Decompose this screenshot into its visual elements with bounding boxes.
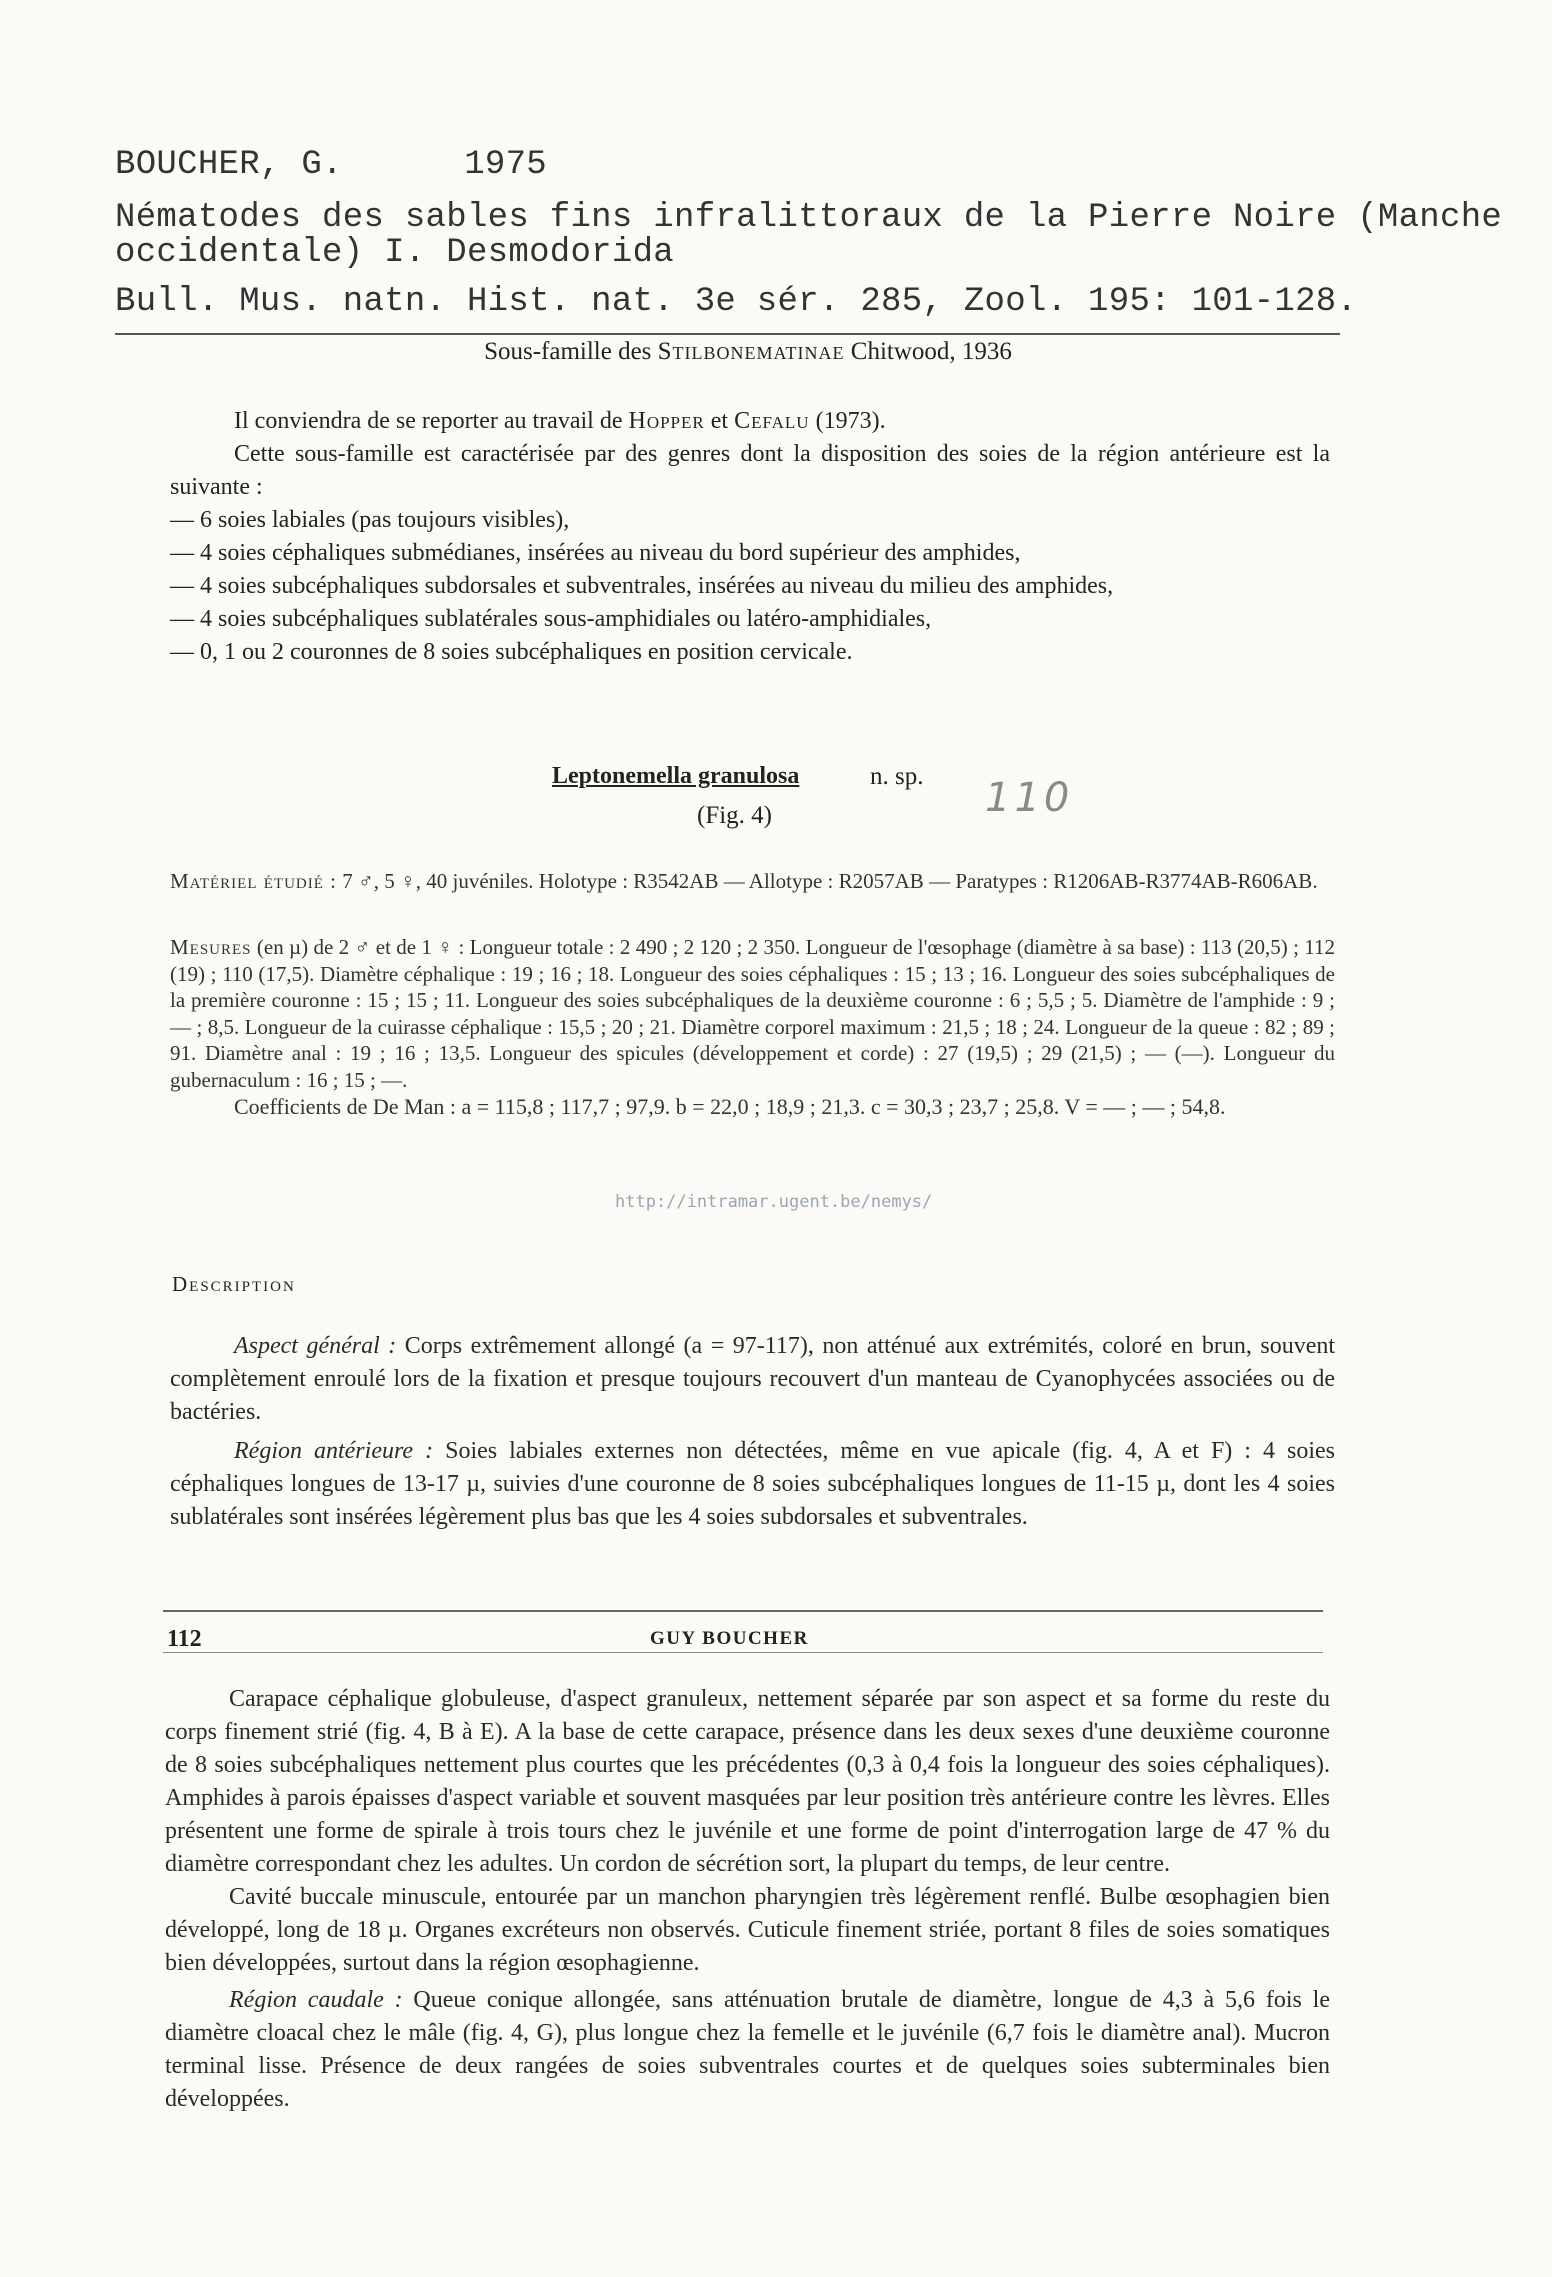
setae-item: — 4 soies subcéphaliques sublatérales sous-amphidiales ou latéro-amphidiales, <box>170 606 932 632</box>
page-divider <box>163 1610 1323 1612</box>
carapace-paragraph: Carapace céphalique globuleuse, d'aspect granuleux, nettement séparée par son aspect et sa forme du reste du corps finement strié (fig. 4, B à E). A la base de cette carapace, présence dans les deux sexes d'une deuxième couronne de 8 soies subcéphaliques nettement plus courtes que les précédentes (0,3 à 0,4 fois la longueur des soies céphaliques). Amphides à parois épaisses d'aspect variable et souvent masquées par leur position très antérieure contre les lèvres. Elles présentent une forme de spirale à trois tours chez le juvénile et une forme de point d'interrogation large de 47 % du diamètre correspondant chez les adultes. Un cordon de sécrétion sort, la plupart du temps, de leur centre. <box>165 1686 1330 1877</box>
reference-author: BOUCHER, G. <box>115 146 343 184</box>
reference-year: 1975 <box>464 146 548 184</box>
reference-journal: Bull. Mus. natn. Hist. nat. 3e sér. 285, Zool. 195: 101-128. <box>115 283 1358 321</box>
subfamily-authority: Chitwood, 1936 <box>850 338 1012 365</box>
watermark-url: http://intramar.ugent.be/nemys/ <box>615 1192 933 1212</box>
region-anterieure-paragraph: Région antérieure : Soies labiales externes non détectées, même en vue apicale (fig. 4, A et F) : 4 soies céphaliques longues de 13-17 µ, suivies d'une couronne de 8 soies subcéphaliques longues de 11-15 µ, dont les 4 soies sublatérales sont insérées légèrement plus bas que les 4 soies subdorsales et subventrales. <box>170 1438 1335 1530</box>
subfamily-heading <box>468 338 1028 366</box>
cavite-paragraph: Cavité buccale minuscule, entourée par un manchon pharyngien très légèrement renflé. Bulbe œsophagien bien développé, long de 18 µ. Organes excréteurs non observés. Cuticule finement striée, portant 8 files de soies somatiques bien développées, surtout dans la région œsophagienne. <box>165 1884 1330 1976</box>
region-caudale-paragraph: Région caudale : Queue conique allongée, sans atténuation brutale de diamètre, longue de 4,3 à 5,6 fois le diamètre cloacal chez le mâle (fig. 4, G), plus longue chez la femelle et le juvénile (6,7 fois le diamètre anal). Mucron terminal lisse. Présence de deux rangées de soies subventrales courtes et de quelques soies subterminales bien développées. <box>165 1987 1330 2112</box>
handwritten-number: 110 <box>985 775 1074 821</box>
species-name: Leptonemella granulosa <box>552 763 800 789</box>
materiel-label: Matériel étudié : <box>170 869 337 893</box>
reference-title-line2: occidentale) I. Desmodorida <box>115 234 674 272</box>
species-nsp: n. sp. <box>870 763 924 790</box>
description-heading: Description <box>172 1272 296 1296</box>
intro-line1: Il conviendra de se reporter au travail de Hopper et Cefalu (1973). <box>234 408 886 434</box>
author-hopper: Hopper <box>628 408 705 434</box>
description-section <box>170 1330 1335 1534</box>
reference-author-year <box>115 145 547 185</box>
page-number: 112 <box>167 1626 202 1652</box>
running-head-rule <box>163 1652 1323 1653</box>
aspect-paragraph: Aspect général : Corps extrêmement allongé (a = 97-117), non atténué aux extrémités, coloré en brun, souvent complètement enroulé lors de la fixation et presque toujours recouvert d'un manteau de Cyanophycées associées ou de bactéries. <box>170 1333 1336 1425</box>
materiel-text: 7 ♂, 5 ♀, 40 juvéniles. Holotype : R3542AB — Allotype : R2057AB — Paratypes : R1206AB-R3774AB-R606AB. <box>342 869 1318 893</box>
intro-para2: Cette sous-famille est caractérisée par des genres dont la disposition des soies de la région antérieure est la suivante : <box>170 441 1330 500</box>
subfamily-prefix: Sous-famille des <box>484 338 652 365</box>
subfamily-name: Stilbonematinae <box>657 338 845 365</box>
setae-item: — 4 soies subcéphaliques subdorsales et subventrales, insérées au niveau du milieu des amphides, <box>170 573 1114 599</box>
mesures-text: (en µ) de 2 ♂ et de 1 ♀ : Longueur totale : 2 490 ; 2 120 ; 2 350. Longueur de l'œsophage (diamètre à sa base) : 113 (20,5) ; 112 (19) ; 110 (17,5). Diamètre céphalique : 19 ; 16 ; 18. Longueur des soies céphaliques : 15 ; 13 ; 16. Longueur des soies subcéphaliques de la première couronne : 15 ; 15 ; 11. Longueur des soies subcéphaliques de la deuxième couronne : 6 ; 5,5 ; 5. Diamètre de l'amphide : 9 ; — ; 8,5. Longueur de la cuirasse céphalique : 15,5 ; 20 ; 21. Diamètre corporel maximum : 21,5 ; 18 ; 24. Longueur de la queue : 82 ; 89 ; 91. Diamètre anal : 19 ; 16 ; 13,5. Longueur des spicules (développement et corde) : 27 (19,5) ; 29 (21,5) ; — (—). Longueur du gubernaculum : 16 ; 15 ; —. <box>170 935 1336 1092</box>
figure-reference: (Fig. 4) <box>697 802 772 829</box>
coefficients-text: Coefficients de De Man : a = 115,8 ; 117,7 ; 97,9. b = 22,0 ; 18,9 ; 21,3. c = 30,3 ; 23,7 ; 25,8. V = — ; — ; 54,8. <box>234 1094 1226 1119</box>
mesures-block <box>170 934 1335 1121</box>
materiel-block <box>170 868 1335 895</box>
setae-list <box>170 504 1330 669</box>
running-head: GUY BOUCHER <box>650 1628 809 1649</box>
reference-divider <box>115 333 1340 335</box>
page2-body <box>165 1683 1330 2116</box>
intro-section <box>170 405 1330 669</box>
mesures-label: Mesures <box>170 935 252 959</box>
reference-title-line1: Nématodes des sables fins infralittoraux de la Pierre Noire (Manche <box>115 199 1503 237</box>
setae-item: — 4 soies céphaliques submédianes, insérées au niveau du bord supérieur des amphides, <box>170 540 1021 566</box>
setae-item: — 6 soies labiales (pas toujours visibles), <box>170 507 570 533</box>
author-cefalu: Cefalu <box>734 408 810 434</box>
setae-item: — 0, 1 ou 2 couronnes de 8 soies subcéphaliques en position cervicale. <box>170 639 853 665</box>
